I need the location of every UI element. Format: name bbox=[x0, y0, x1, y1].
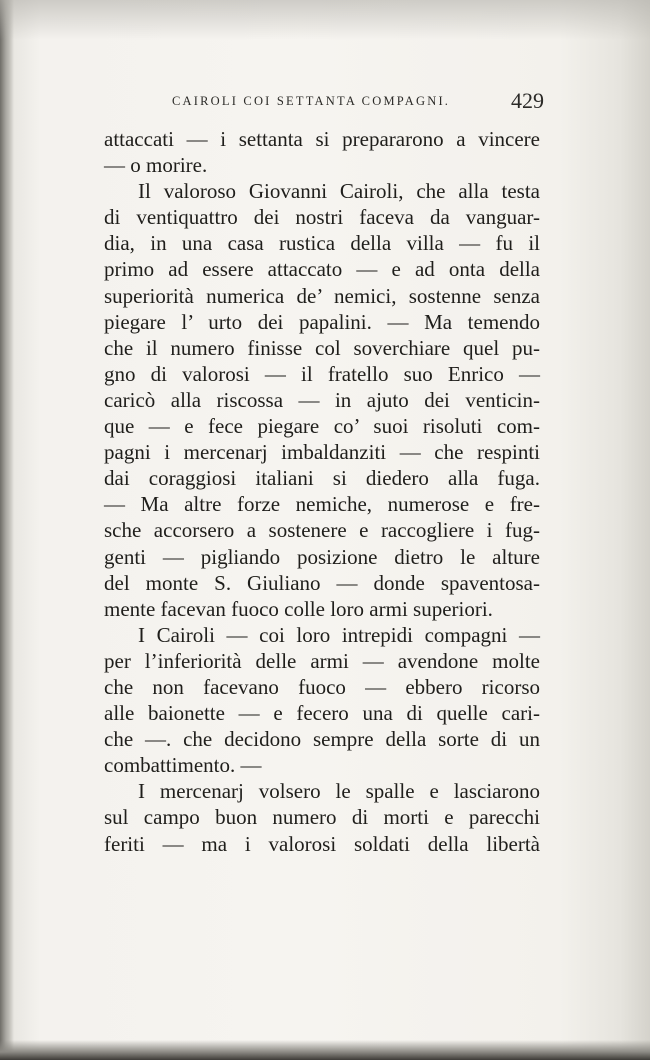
text-line: caricò alla riscossa — in ajuto dei venticin- bbox=[104, 387, 540, 412]
text-line: per l’inferiorità delle armi — avendone molte bbox=[104, 648, 540, 673]
text-line: dia, in una casa rustica della villa — fu il bbox=[104, 231, 540, 256]
text-line: genti — pigliando posizione dietro le alture bbox=[104, 544, 540, 569]
text-line: que — e fece piegare co’ suoi risoluti com- bbox=[104, 414, 540, 439]
text-line: Il valoroso Giovanni Cairoli, che alla testa bbox=[138, 179, 540, 204]
page-number: 429 bbox=[511, 88, 544, 113]
text-line: superiorità numerica de’ nemici, sostenne senza bbox=[104, 283, 540, 308]
text-line: combattimento. — bbox=[104, 753, 262, 778]
body-text bbox=[104, 126, 540, 857]
running-header bbox=[172, 88, 544, 114]
text-line: che —. che decidono sempre della sorte di un bbox=[104, 727, 540, 752]
text-line: I mercenarj volsero le spalle e lasciarono bbox=[138, 779, 540, 804]
text-line: sul campo buon numero di morti e parecchi bbox=[104, 805, 540, 830]
text-line: sche accorsero a sostenere e raccogliere i fug- bbox=[104, 518, 540, 543]
text-line: di ventiquattro dei nostri faceva da vanguar- bbox=[104, 205, 540, 230]
text-line: I Cairoli — coi loro intrepidi compagni — bbox=[138, 622, 540, 647]
bottom-edge-shadow bbox=[0, 1040, 650, 1060]
text-line: — Ma altre forze nemiche, numerose e fre- bbox=[104, 492, 540, 517]
text-line: primo ad essere attaccato — e ad onta della bbox=[104, 257, 540, 282]
top-edge-shadow bbox=[0, 0, 650, 40]
text-line: del monte S. Giuliano — donde spaventosa- bbox=[104, 570, 540, 595]
running-title: CAIROLI COI SETTANTA COMPAGNI. bbox=[172, 94, 451, 108]
text-line: gno di valorosi — il fratello suo Enrico — bbox=[104, 361, 540, 386]
text-line: dai coraggiosi italiani si diedero alla fuga. bbox=[104, 466, 540, 491]
text-line: — o morire. bbox=[104, 153, 208, 178]
text-line: feriti — ma i valorosi soldati della libertà bbox=[104, 831, 540, 856]
text-line: mente facevan fuoco colle loro armi superiori. bbox=[104, 596, 493, 621]
text-line: alle baionette — e fecero una di quelle cari- bbox=[104, 701, 540, 726]
text-line: che il numero finisse col soverchiare quel pu- bbox=[104, 335, 540, 360]
text-line: attaccati — i settanta si prepararono a vincere bbox=[104, 127, 540, 151]
text-line: che non facevano fuoco — ebbero ricorso bbox=[104, 674, 540, 699]
text-line: piegare l’ urto dei papalini. — Ma temendo bbox=[104, 309, 540, 334]
binding-shadow bbox=[0, 0, 14, 1060]
text-line: pagni i mercenarj imbaldanziti — che respinti bbox=[104, 440, 540, 465]
